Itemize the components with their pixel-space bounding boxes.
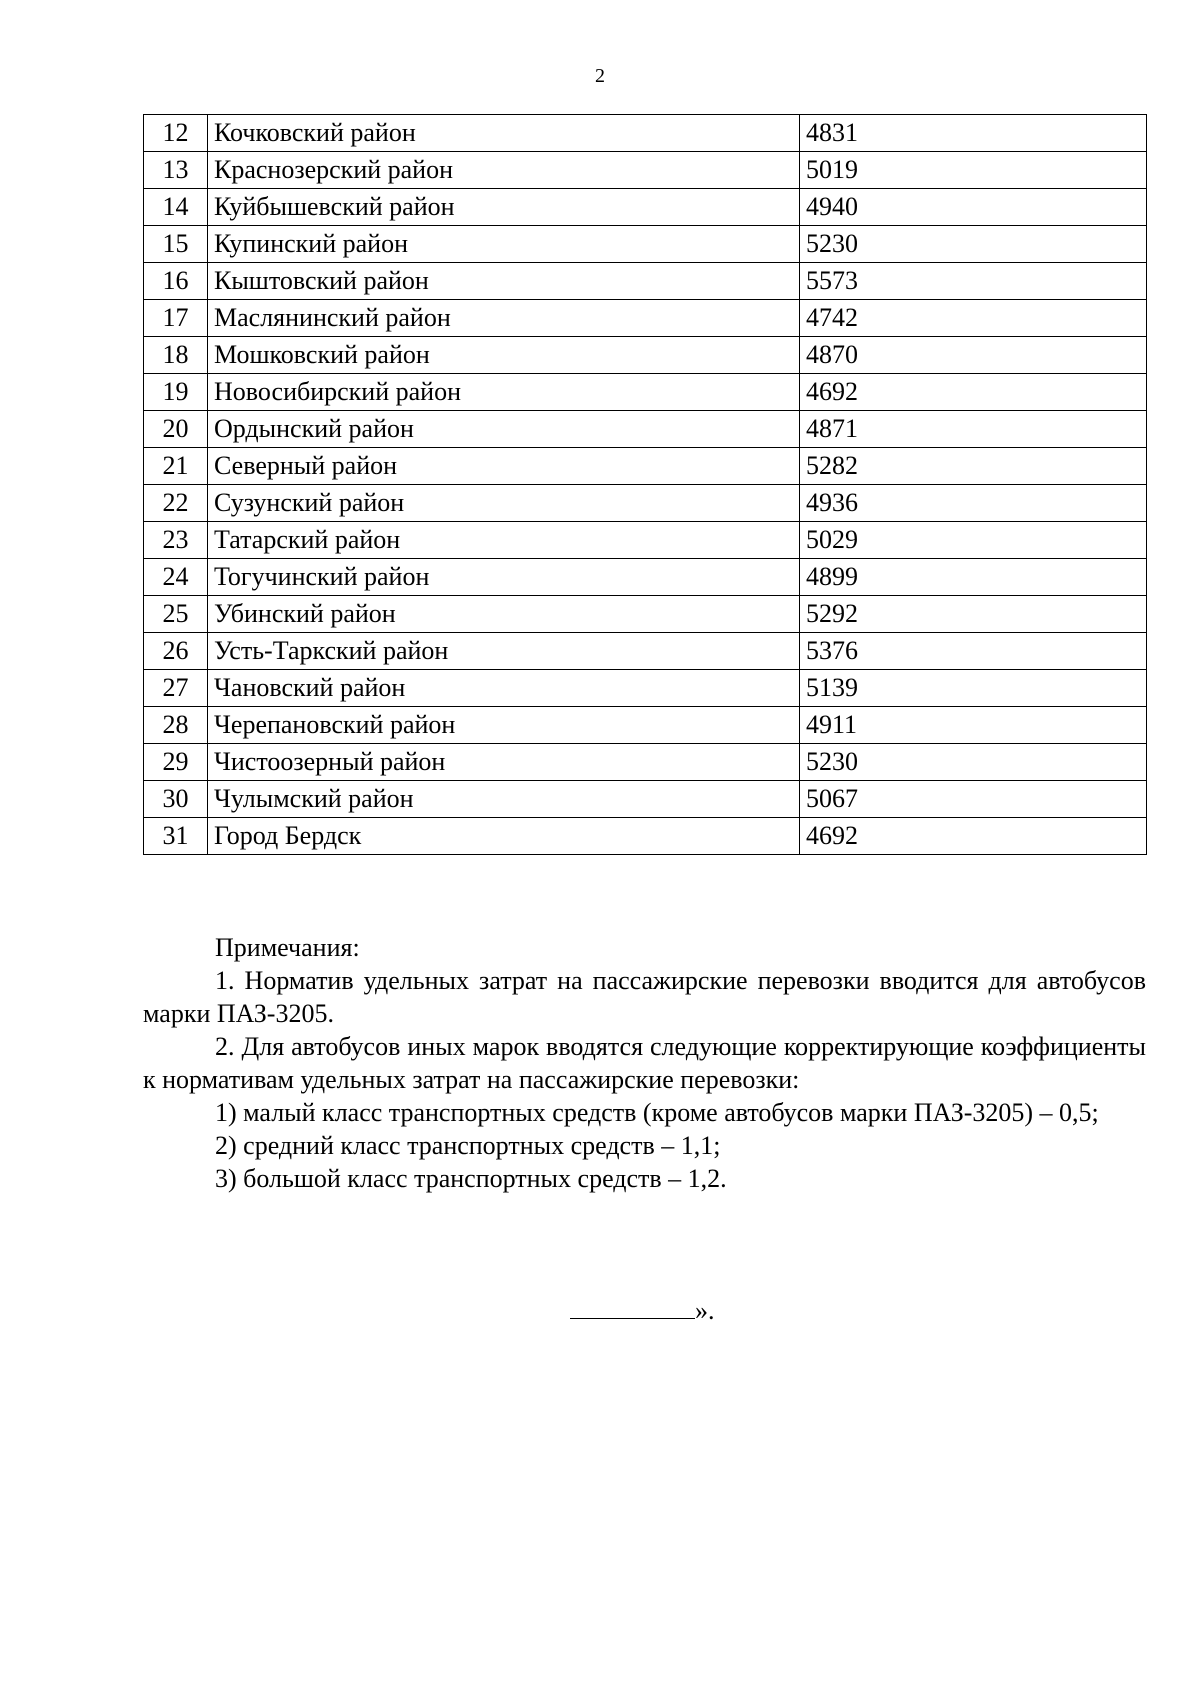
cost-value: 4831 [800,115,1147,152]
row-number: 29 [144,744,208,781]
district-name: Северный район [208,448,800,485]
row-number: 25 [144,596,208,633]
district-name: Город Бердск [208,818,800,855]
table-row [144,818,1147,855]
cost-value: 5292 [800,596,1147,633]
table-row [144,300,1147,337]
page-number: 2 [595,65,605,87]
row-number: 28 [144,707,208,744]
district-name: Чистоозерный район [208,744,800,781]
row-number: 16 [144,263,208,300]
cost-value: 5139 [800,670,1147,707]
cost-value: 4911 [800,707,1147,744]
closing-mark [570,1296,715,1326]
district-name: Кочковский район [208,115,800,152]
table-row [144,189,1147,226]
note-2: 2. Для автобусов иных марок вводятся следующие корректирующие коэффициенты к нормативам удельных затрат на пассажирские перевозки: [143,1032,1146,1094]
row-number: 17 [144,300,208,337]
closing-underline [570,1296,695,1319]
table-row [144,596,1147,633]
row-number: 24 [144,559,208,596]
row-number: 31 [144,818,208,855]
cost-value: 5573 [800,263,1147,300]
row-number: 22 [144,485,208,522]
district-name: Куйбышевский район [208,189,800,226]
table-row [144,337,1147,374]
table-row [144,633,1147,670]
notes-title: Примечания: [215,933,360,962]
cost-value: 4742 [800,300,1147,337]
district-name: Черепановский район [208,707,800,744]
row-number: 19 [144,374,208,411]
cost-value: 5230 [800,226,1147,263]
row-number: 12 [144,115,208,152]
table-row [144,781,1147,818]
table-body [144,115,1147,855]
district-name: Мошковский район [208,337,800,374]
note-2-item-1: 1) малый класс транспортных средств (кроме автобусов марки ПАЗ-3205) – 0,5; [215,1098,1099,1127]
row-number: 23 [144,522,208,559]
row-number: 26 [144,633,208,670]
district-name: Краснозерский район [208,152,800,189]
notes-section [143,931,1146,1195]
cost-value: 4936 [800,485,1147,522]
cost-value: 5282 [800,448,1147,485]
district-name: Тогучинский район [208,559,800,596]
row-number: 21 [144,448,208,485]
cost-value: 5019 [800,152,1147,189]
cost-value: 4692 [800,374,1147,411]
row-number: 13 [144,152,208,189]
district-name: Новосибирский район [208,374,800,411]
cost-value: 5029 [800,522,1147,559]
table-row [144,670,1147,707]
row-number: 27 [144,670,208,707]
district-name: Убинский район [208,596,800,633]
cost-norms-table [143,114,1147,855]
district-name: Кыштовский район [208,263,800,300]
district-name: Чулымский район [208,781,800,818]
note-1: 1. Норматив удельных затрат на пассажирские перевозки вводится для автобусов марки ПАЗ-3205. [143,966,1146,1028]
cost-value: 4871 [800,411,1147,448]
row-number: 30 [144,781,208,818]
table-row [144,448,1147,485]
district-name: Чановский район [208,670,800,707]
row-number: 15 [144,226,208,263]
cost-value: 5067 [800,781,1147,818]
district-name: Маслянинский район [208,300,800,337]
cost-value: 4940 [800,189,1147,226]
row-number: 20 [144,411,208,448]
cost-value: 5376 [800,633,1147,670]
table-row [144,226,1147,263]
district-name: Купинский район [208,226,800,263]
table-row [144,522,1147,559]
row-number: 14 [144,189,208,226]
table-row [144,411,1147,448]
cost-value: 5230 [800,744,1147,781]
table-row [144,744,1147,781]
table-row [144,374,1147,411]
table-row [144,707,1147,744]
district-name: Усть-Таркский район [208,633,800,670]
table-row [144,559,1147,596]
note-2-item-3: 3) большой класс транспортных средств – 1,2. [215,1164,727,1193]
note-2-item-2: 2) средний класс транспортных средств – 1,1; [215,1131,721,1160]
table-row [144,115,1147,152]
cost-value: 4870 [800,337,1147,374]
table-row [144,263,1147,300]
closing-quote: ». [695,1296,715,1325]
district-name: Ордынский район [208,411,800,448]
cost-value: 4692 [800,818,1147,855]
cost-value: 4899 [800,559,1147,596]
district-name: Сузунский район [208,485,800,522]
table-row [144,485,1147,522]
row-number: 18 [144,337,208,374]
district-name: Татарский район [208,522,800,559]
table-row [144,152,1147,189]
